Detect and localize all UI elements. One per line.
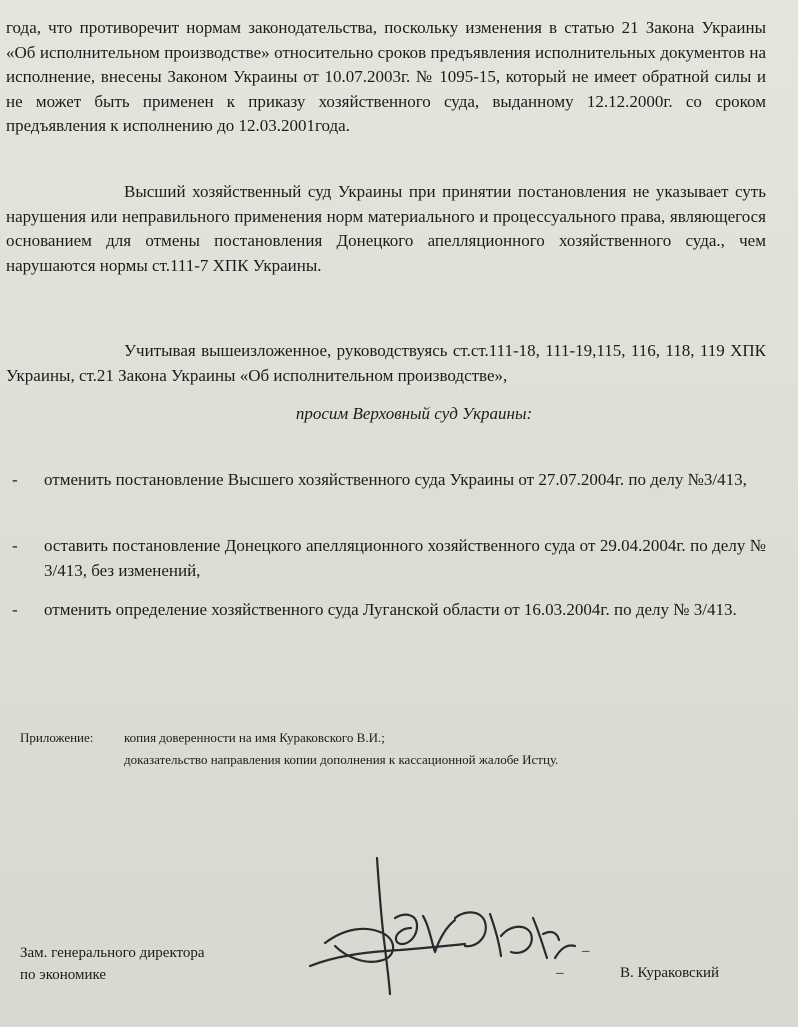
request-item-2 (6, 533, 766, 583)
attachments-label: Приложение: (20, 730, 94, 745)
signature-dash: – (582, 943, 590, 959)
signatory-position (20, 942, 205, 986)
list-dash: - (12, 536, 18, 555)
paragraph-legal-argument: года, что противоречит нормам законодательства, поскольку изменения в статью 21 Закона Украины «Об исполнительном производстве» относительно сроков предъявления исполнительных документов на исполнение, внесены Законом Украины от 10.07.2003г. № 1095-15, который не имеет обратной силы и не может быть применен к приказу хозяйственного суда, выданному 12.12.2000г. со сроком предъявления к исполнению до 12.03.2001года. (6, 18, 766, 135)
attachment-item-2: доказательство направления копии дополнения к кассационной жалобе Истцу. (124, 752, 559, 767)
request-heading: просим Верховный суд Украины: (295, 404, 533, 423)
request-item-1 (6, 467, 766, 492)
request-text: отменить постановление Высшего хозяйственного суда Украины от 27.07.2004г. по делу №3/413, (44, 470, 747, 489)
list-dash: - (12, 470, 18, 489)
signatory-name: В. Кураковский (620, 965, 720, 981)
request-text: отменить определение хозяйственного суда Луганской области от 16.03.2004г. по делу № 3/413. (44, 600, 737, 619)
signatory-position-line1: Зам. генерального директора (20, 945, 205, 961)
paragraph-court-violation: Высший хозяйственный суд Украины при принятии постановления не указывает суть нарушения или неправильного применения норм материального и процессуального права, являющегося основанием для отмены постановления Донецкого апелляционного хозяйственного суда., чем нарушаются нормы ст.111-7 ХПК Украины. (6, 182, 766, 275)
handwritten-signature (305, 848, 605, 1008)
request-text: оставить постановление Донецкого апелляционного хозяйственного суда от 29.04.2004г. по делу № 3/413, без изменений, (44, 536, 766, 580)
signature-dash-2: – (556, 965, 564, 981)
request-item-3 (6, 597, 766, 622)
paragraph-considering: Учитывая вышеизложенное, руководствуясь ст.ст.111-18, 111-19,115, 116, 118, 119 ХПК Украины, ст.21 Закона Украины «Об исполнительном производстве», (6, 341, 766, 385)
attachment-item-1: копия доверенности на имя Кураковского В.И.; (124, 730, 385, 745)
signatory-position-line2: по экономике (20, 967, 107, 983)
list-dash: - (12, 600, 18, 619)
